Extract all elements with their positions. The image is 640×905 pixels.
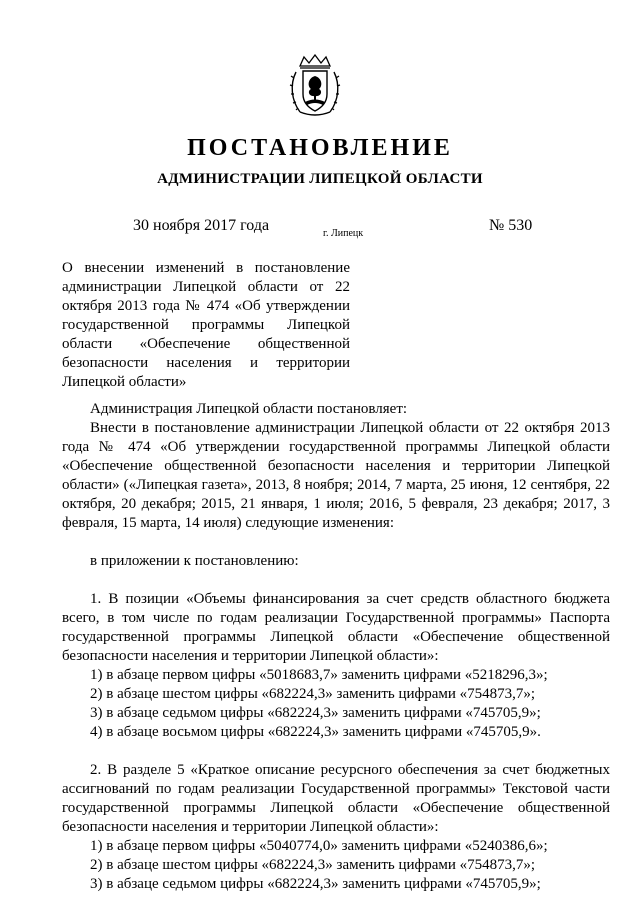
document-date: 30 ноября 2017 года	[133, 217, 270, 234]
paragraph-appendix: в приложении к постановлению:	[90, 553, 299, 569]
document-about: О внесении изменений в постановление администрации Липецкой области от 22 октября 2013 года № 474 «Об утверждении государственной программы Липецкой области «Обеспечение общественной безопасности населения и территории Липецкой области»	[62, 260, 350, 390]
section-2-item: 3) в абзаце седьмом цифры «682224,3» заменить цифрами «745705,9»;	[90, 876, 541, 892]
document-body	[62, 400, 610, 894]
document-number: № 530	[489, 217, 533, 234]
document-title: ПОСТАНОВЛЕНИЕ	[187, 135, 453, 161]
paragraph-decree: Администрация Липецкой области постановляет:	[90, 401, 408, 417]
section-2-item: 2) в абзаце шестом цифры «682224,3» заменить цифрами «754873,7»;	[90, 857, 536, 873]
section-1-item: 3) в абзаце седьмом цифры «682224,3» заменить цифрами «745705,9»;	[90, 705, 541, 721]
section-1-item: 1) в абзаце первом цифры «5018683,7» заменить цифрами «5218296,3»;	[90, 667, 548, 683]
section-1-item: 4) в абзаце восьмом цифры «682224,3» заменить цифрами «745705,9».	[90, 724, 541, 740]
lipetsk-coat-of-arms-icon	[286, 54, 344, 118]
document-subtitle: АДМИНИСТРАЦИИ ЛИПЕЦКОЙ ОБЛАСТИ	[157, 171, 483, 187]
section-2-item: 1) в абзаце первом цифры «5040774,0» заменить цифрами «5240386,6»;	[90, 838, 548, 854]
document-city: г. Липецк	[323, 228, 364, 239]
section-1-heading: 1. В позиции «Объемы финансирования за счет средств областного бюджета всего, в том числе по годам реализации Государственной программы» Паспорта государственной программы Липецкой области «Обеспечение общественной безопасности населения и территории Липецкой области»:	[62, 591, 610, 664]
paragraph-amend: Внести в постановление администрации Липецкой области от 22 октября 2013 года № 474 «Об утверждении государственной программы Липецкой области «Обеспечение общественной безопасности населения и территории Липецкой области» («Липецкая газета», 2013, 8 ноября; 2014, 7 марта, 25 июня, 12 сентября, 22 октября, 20 декабря; 2015, 21 января, 1 июля; 2016, 5 февраля, 23 декабря; 2017, 3 февраля, 15 марта, 14 июля) следующие изменения:	[62, 420, 610, 531]
section-1-item: 2) в абзаце шестом цифры «682224,3» заменить цифрами «754873,7»;	[90, 686, 536, 702]
section-2-heading: 2. В разделе 5 «Краткое описание ресурсного обеспечения за счет бюджетных ассигнований по годам реализации Государственной программы» Текстовой части государственной программы Липецкой области «Обеспечение общественной безопасности населения и территории Липецкой области»:	[62, 762, 610, 835]
